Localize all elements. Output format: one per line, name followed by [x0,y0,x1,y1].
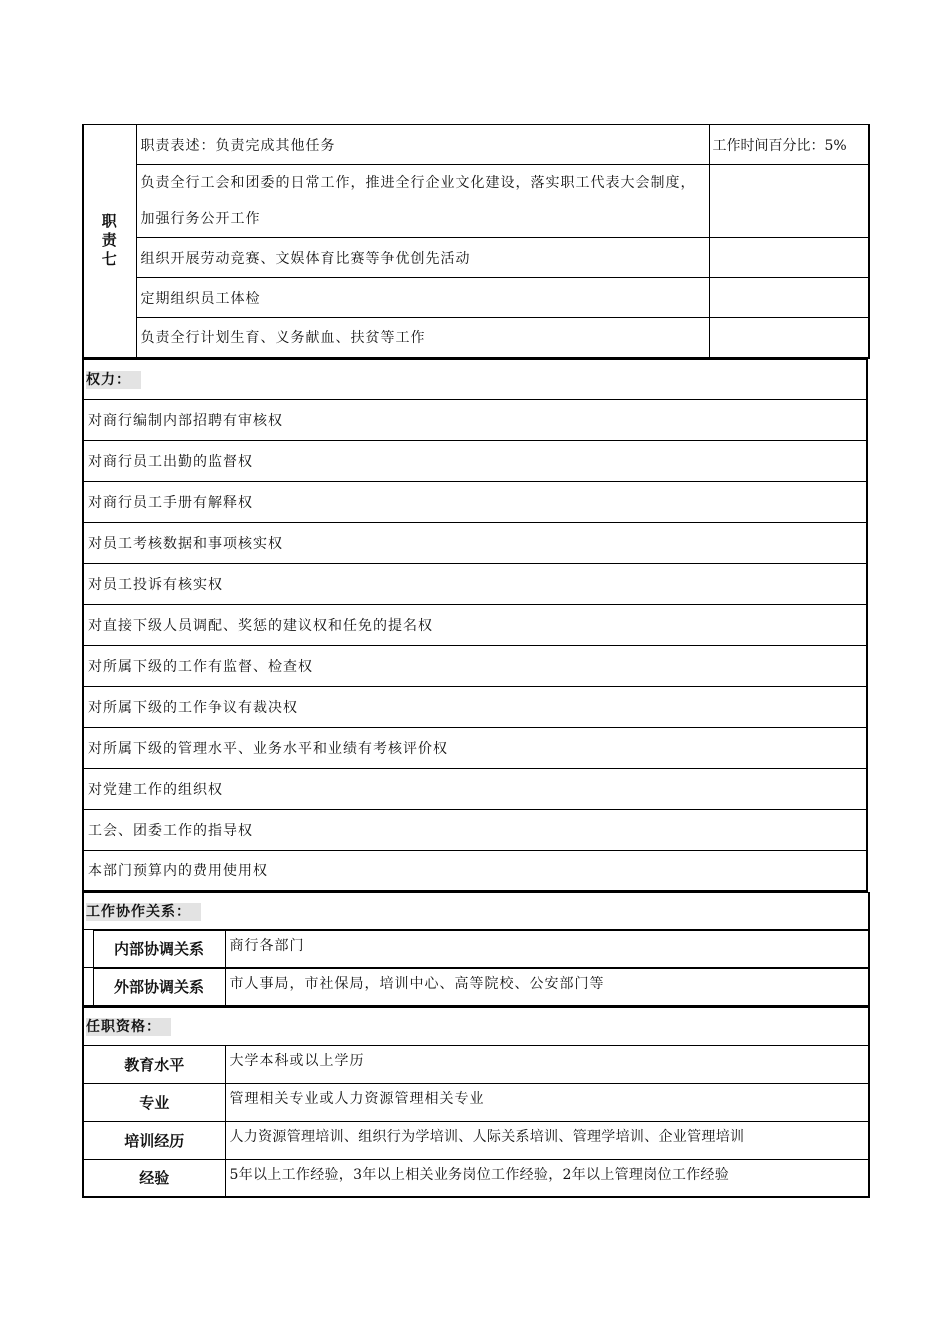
experience-value: 5年以上工作经验，3年以上相关业务岗位工作经验，2年以上管理岗位工作经验 [225,1159,869,1197]
authority-item: 本部门预算内的费用使用权 [83,850,867,891]
major-value: 管理相关专业或人力资源管理相关专业 [225,1083,869,1121]
experience-label: 经验 [83,1159,225,1197]
duty-item: 负责全行计划生育、义务献血、扶贫等工作 [136,318,709,358]
duty-item-blank [709,165,869,238]
authority-table [82,359,868,893]
authority-item: 对所属下级的管理水平、业务水平和业绩有考核评价权 [83,727,867,768]
authority-item: 对员工投诉有核实权 [83,563,867,604]
cooperation-table [82,892,870,1007]
external-coordination-label: 外部协调关系 [93,968,225,1006]
authority-item: 对直接下级人员调配、奖惩的建议权和任免的提名权 [83,604,867,645]
spacer-cell [83,930,93,968]
qualification-heading: 任职资格： [83,1007,869,1045]
job-description-page [82,124,868,1198]
duty-item-blank [709,318,869,358]
authority-item: 对商行员工手册有解释权 [83,481,867,522]
training-value: 人力资源管理培训、组织行为学培训、人际关系培训、管理学培训、企业管理培训 [225,1121,869,1159]
authority-item: 对员工考核数据和事项核实权 [83,522,867,563]
duty-item: 组织开展劳动竞赛、文娱体育比赛等争优创先活动 [136,238,709,278]
education-label: 教育水平 [83,1045,225,1083]
authority-item: 对党建工作的组织权 [83,768,867,809]
internal-coordination-value: 商行各部门 [225,930,869,968]
authority-item: 对所属下级的工作争议有裁决权 [83,686,867,727]
duty-item: 负责全行工会和团委的日常工作，推进全行企业文化建设，落实职工代表大会制度，加强行务公开工作 [136,165,709,238]
authority-item: 对商行员工出勤的监督权 [83,440,867,481]
authority-heading: 权力： [83,359,867,399]
duty-statement: 职责表述：负责完成其他任务 [136,125,709,165]
training-label: 培训经历 [83,1121,225,1159]
spacer-cell [83,968,93,1006]
cooperation-heading: 工作协作关系： [83,893,869,930]
major-label: 专业 [83,1083,225,1121]
work-time-percent: 工作时间百分比：5% [709,125,869,165]
authority-item: 对所属下级的工作有监督、检查权 [83,645,867,686]
internal-coordination-label: 内部协调关系 [93,930,225,968]
education-value: 大学本科或以上学历 [225,1045,869,1083]
authority-item: 工会、团委工作的指导权 [83,809,867,850]
external-coordination-value: 市人事局，市社保局，培训中心、高等院校、公安部门等 [225,968,869,1006]
duty-item-blank [709,238,869,278]
duty-item-blank [709,278,869,318]
qualification-table [82,1007,870,1199]
duty-item: 定期组织员工体检 [136,278,709,318]
duty-seven-label: 职 责 七 [83,125,136,358]
authority-item: 对商行编制内部招聘有审核权 [83,399,867,440]
duty-seven-table [82,124,870,359]
